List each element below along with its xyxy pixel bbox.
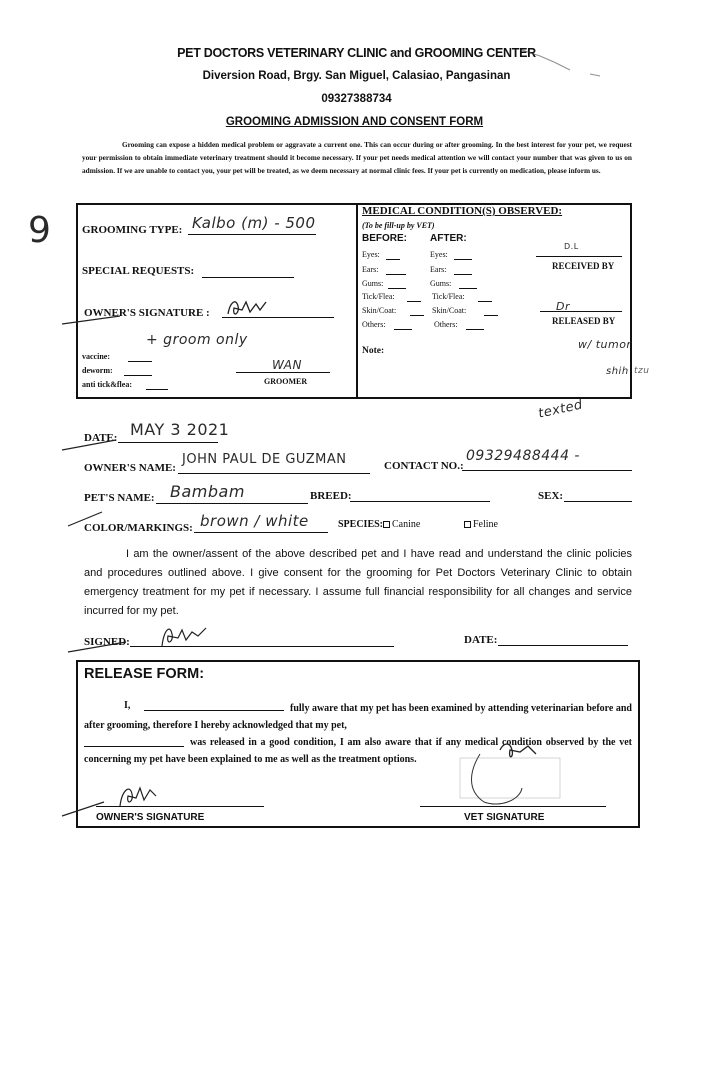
owner-signature-label: OWNER'S SIGNATURE : bbox=[84, 307, 210, 319]
intro-text: Grooming can expose a hidden medical problem or aggravate a current one. This can occur during or after grooming. In the best interest for your pet, we request your permission to obtain immediate veterinary treatment should it become necessary. If your pet needs medical attention we will contact your number that was given to us on admission. If we are unable to contact you, your pet will be treated, as we deem necessary at normal clinic fees. If your pet is currently on medication, please inform us. bbox=[82, 140, 632, 175]
sex-label: SEX: bbox=[538, 490, 564, 502]
release-vet-signature-label: VET SIGNATURE bbox=[464, 812, 545, 823]
received-by-line bbox=[536, 256, 622, 257]
release-vet-signature-line bbox=[420, 806, 606, 807]
contact-label: CONTACT NO.: bbox=[384, 460, 464, 472]
signed-date-line bbox=[498, 645, 628, 646]
side-note: w/ tumor bbox=[578, 338, 632, 351]
note-label: Note: bbox=[362, 346, 385, 356]
medical-title: MEDICAL CONDITION(S) OBSERVED: bbox=[362, 205, 563, 217]
after-item: Eyes: bbox=[430, 250, 448, 259]
margin-note: 9 bbox=[28, 210, 52, 251]
color-line bbox=[194, 532, 328, 533]
after-line bbox=[478, 301, 492, 302]
signed-date-label: DATE: bbox=[464, 634, 498, 646]
release-text-2-content: was released in a good condition, I am also aware that if any medical condition observed by the vet concerning my pet have been explained to me as well as the treatment options. bbox=[84, 737, 632, 765]
side-note: shih bbox=[606, 366, 629, 377]
before-item: Gums: bbox=[362, 279, 384, 288]
signed-signature bbox=[66, 620, 226, 660]
date-value[interactable]: MAY 3 2021 bbox=[130, 420, 230, 439]
after-label: AFTER: bbox=[430, 233, 467, 244]
pet-name-line bbox=[156, 503, 308, 504]
groomer-value: WAN bbox=[272, 358, 302, 372]
release-owner-signature-label: OWNER'S SIGNATURE bbox=[96, 812, 205, 823]
canine-checkbox[interactable] bbox=[383, 521, 390, 528]
header-scratch bbox=[520, 40, 610, 80]
after-line bbox=[454, 259, 472, 260]
groomer-label: GROOMER bbox=[264, 377, 308, 386]
anti-tick-line bbox=[146, 389, 168, 390]
texted-note: texted bbox=[536, 397, 585, 422]
contact-line bbox=[462, 470, 632, 471]
vaccine-label: vaccine: bbox=[82, 352, 110, 361]
pet-name-label: PET'S NAME: bbox=[84, 492, 155, 504]
color-value[interactable]: brown / white bbox=[200, 512, 309, 530]
deworm-label: deworm: bbox=[82, 366, 113, 375]
vaccine-line bbox=[128, 361, 152, 362]
clinic-name: PET DOCTORS VETERINARY CLINIC and GROOMING CENTER bbox=[177, 46, 536, 60]
feline-option bbox=[464, 519, 498, 530]
contact-value[interactable]: 09329488444 - bbox=[466, 448, 580, 464]
before-item: Skin/Coat: bbox=[362, 306, 397, 315]
before-label: BEFORE: bbox=[362, 233, 407, 244]
breed-label: BREED: bbox=[310, 490, 352, 502]
after-line bbox=[466, 329, 484, 330]
owner-signature-scribble bbox=[60, 294, 280, 328]
after-item: Skin/Coat: bbox=[432, 306, 467, 315]
anti-tick-label: anti tick&flea: bbox=[82, 380, 132, 389]
species-label-text: SPECIES: bbox=[338, 519, 384, 530]
date-label: DATE: bbox=[84, 432, 118, 444]
owner-name-label: OWNER'S NAME: bbox=[84, 462, 176, 474]
before-item: Others: bbox=[362, 320, 386, 329]
after-item: Gums: bbox=[430, 279, 452, 288]
consent-text: I am the owner/assent of the above described pet and I have read and understand the clinic policies and procedures outlined above. I give consent for the grooming for Pet Doctors Veterinary Clinic to obtain emergency treatment for my pet if necessary. I assume full financial responsibility for all changes and service incurred for my pet. bbox=[84, 548, 632, 617]
after-item: Tick/Flea: bbox=[432, 292, 465, 301]
owner-name-value[interactable]: JOHN PAUL DE GUZMAN bbox=[182, 452, 347, 467]
release-i-label: I, bbox=[124, 700, 131, 711]
release-text-1 bbox=[84, 700, 632, 734]
grooming-type-line bbox=[188, 234, 316, 235]
before-line bbox=[407, 301, 421, 302]
after-line bbox=[459, 288, 477, 289]
grooming-type-label: GROOMING TYPE: bbox=[82, 224, 183, 236]
release-title: RELEASE FORM: bbox=[84, 666, 205, 682]
medical-subtitle: (To be fill-up by VET) bbox=[362, 221, 435, 230]
owner-name-line bbox=[178, 473, 370, 474]
sex-line bbox=[564, 501, 632, 502]
before-item: Tick/Flea: bbox=[362, 292, 395, 301]
clinic-phone: 09327388734 bbox=[321, 93, 392, 105]
before-item: Ears: bbox=[362, 265, 379, 274]
grooming-type-value[interactable]: Kalbo (m) - 500 bbox=[192, 214, 316, 232]
side-note: tzu bbox=[634, 366, 650, 376]
signed-label: SIGNED: bbox=[84, 636, 130, 648]
received-by-value: D.L bbox=[564, 242, 579, 251]
received-by-label: RECEIVED BY bbox=[552, 261, 615, 271]
vet-stamp bbox=[440, 740, 580, 810]
before-line bbox=[386, 274, 406, 275]
box-divider bbox=[356, 203, 358, 399]
after-item: Ears: bbox=[430, 265, 447, 274]
special-requests-line bbox=[202, 277, 294, 278]
after-line bbox=[454, 274, 472, 275]
before-line bbox=[388, 288, 406, 289]
after-line bbox=[484, 315, 498, 316]
released-by-line bbox=[540, 311, 622, 312]
canine-label: Canine bbox=[392, 519, 421, 530]
after-item: Others: bbox=[434, 320, 458, 329]
species-label bbox=[338, 519, 420, 530]
date-stroke bbox=[60, 424, 120, 454]
special-requests-label: SPECIAL REQUESTS: bbox=[82, 265, 195, 277]
form-title: GROOMING ADMISSION AND CONSENT FORM bbox=[225, 116, 484, 128]
groomer-line bbox=[236, 372, 330, 373]
color-stroke bbox=[66, 506, 106, 528]
feline-checkbox[interactable] bbox=[464, 521, 471, 528]
breed-line bbox=[350, 501, 490, 502]
clinic-address: Diversion Road, Brgy. San Miguel, Calasiao, Pangasinan bbox=[202, 70, 511, 82]
before-line bbox=[394, 329, 412, 330]
before-line bbox=[410, 315, 424, 316]
pet-name-value[interactable]: Bambam bbox=[170, 482, 245, 501]
released-by-label: RELEASED BY bbox=[552, 316, 616, 326]
date-line bbox=[118, 442, 218, 443]
before-item: Eyes: bbox=[362, 250, 380, 259]
before-line bbox=[386, 259, 400, 260]
released-by-value: Dr bbox=[556, 300, 570, 313]
deworm-line bbox=[124, 375, 152, 376]
color-label: COLOR/MARKINGS: bbox=[84, 522, 193, 534]
feline-label: Feline bbox=[473, 519, 498, 530]
release-text-1-content: fully aware that my pet has been examined by attending veterinarian before and after grooming, therefore I hereby acknowledged that my pet, bbox=[84, 703, 632, 731]
groom-note: + groom only bbox=[146, 332, 248, 348]
